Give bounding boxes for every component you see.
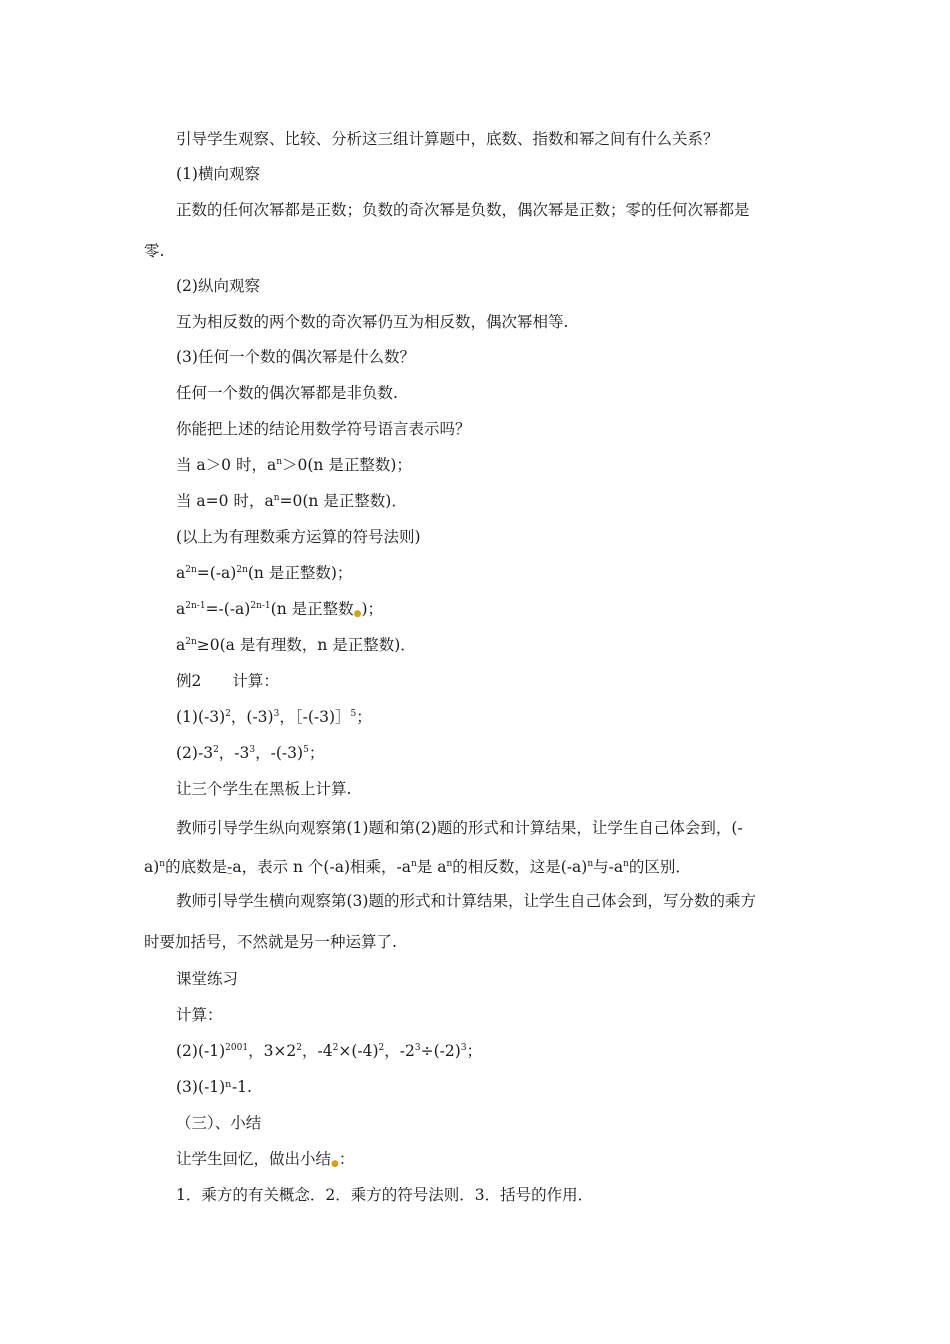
paragraph-brackets: 时要加括号，不然就是另一种运算了. <box>144 933 397 951</box>
question-even-power: (3)任何一个数的偶次幂是什么数？ <box>176 348 415 366</box>
summary-points: 1．乘方的有关概念．2．乘方的符号法则．3．括号的作用． <box>176 1186 594 1204</box>
question-symbolic: 你能把上述的结论用数学符号语言表示吗？ <box>176 420 471 438</box>
example-2-part-2: $(2)-3^2$，$-3^3$，$-(-3)^5$； <box>176 744 325 762</box>
paragraph-opposite-numbers: 互为相反数的两个数的奇次幂仍互为相反数，偶次幂相等. <box>176 313 569 331</box>
paragraph-blackboard: 让三个学生在黑板上计算. <box>176 780 352 798</box>
rule-a-positive: 当 a＞0 时，$a^n>0(n$ 是正整数)； <box>176 456 412 474</box>
paragraph-recall: 让学生回忆，做出小结●： <box>176 1150 355 1169</box>
paragraph-intro: 引导学生观察、比较、分析这三组计算题中，底数、指数和幂之间有什么关系？ <box>176 130 719 148</box>
formula-nonnegative: $a^{2n}\ge 0(a$ 是有理数，n 是正整数)． <box>176 636 416 654</box>
paragraph-vertical-compare: 教师引导学生纵向观察第(1)题和第(2)题的形式和计算结果，让学生自己体会到，(- <box>176 819 743 837</box>
rule-a-zero: 当 a=0 时，$a^n=0(n$ 是正整数)． <box>176 492 407 510</box>
formula-odd-power: $a^{2n-1}=-(-a)^{2n-1}(n$ 是正整数●)； <box>176 600 384 619</box>
formula-even-power: $a^{2n}=(-a)^{2n}(n$ 是正整数)； <box>176 564 353 582</box>
practice-compute-label: 计算： <box>176 1006 223 1024</box>
paragraph-base-difference: a)$^n$的底数是-a，表示 n 个(-a)相乘，$-a^n$是 $a^n$的相反数，这是$(-a)^n$与$-a^n$的区别． <box>144 858 691 876</box>
heading-summary: （三）、小结 <box>176 1114 262 1132</box>
example-2-part-1: $(1)(-3)^2$，$(-3)^3$，［-(-3)］$^5$； <box>176 708 372 726</box>
example-2-title: 例2 计算： <box>176 672 279 690</box>
heading-class-practice: 课堂练习 <box>176 970 239 988</box>
paragraph-positive-powers: 正数的任何次幂都是正数；负数的奇次幂是负数，偶次幂是正数；零的任何次幂都是 <box>176 201 750 219</box>
mark-dot: ● <box>353 609 362 619</box>
practice-part-2: $(2)(-1)^{2001}$，$3\times 2^2$，$-4^2\times(-4)^2$，$-2^3\div(-2)^3$； <box>176 1042 483 1060</box>
paragraph-horizontal-compare: 教师引导学生横向观察第(3)题的形式和计算结果，让学生自己体会到，写分数的乘方 <box>176 892 756 910</box>
answer-even-power: 任何一个数的偶次幂都是非负数. <box>176 384 398 402</box>
practice-part-3: (3)(-1)ⁿ-1. <box>176 1078 252 1096</box>
mark-dot: ● <box>331 1159 339 1169</box>
heading-horizontal-observation: (1)横向观察 <box>176 165 260 183</box>
heading-vertical-observation: (2)纵向观察 <box>176 277 260 295</box>
sign-rule-note: (以上为有理数乘方运算的符号法则) <box>176 528 421 546</box>
paragraph-zero: 零. <box>144 242 165 260</box>
